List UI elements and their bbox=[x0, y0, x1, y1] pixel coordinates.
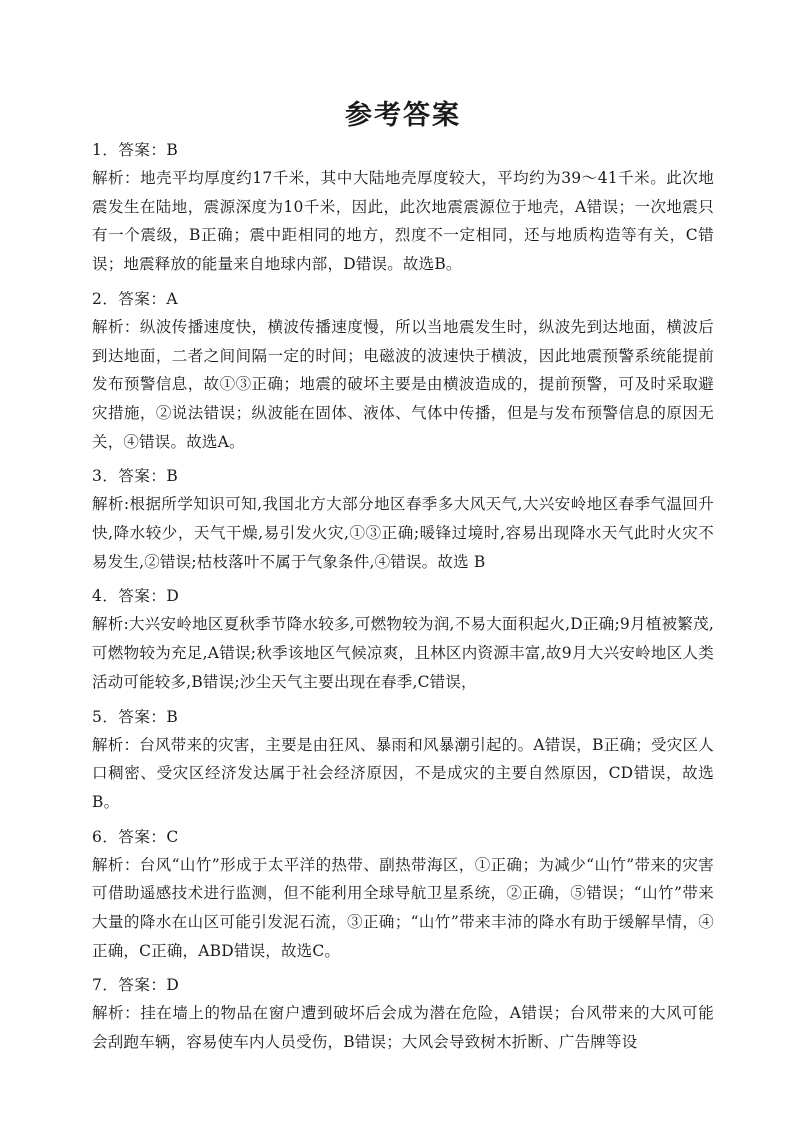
question-2 bbox=[92, 285, 714, 457]
answer-5: 5．答案：B bbox=[92, 707, 179, 726]
question-5 bbox=[92, 703, 714, 817]
answer-2: 2．答案：A bbox=[92, 289, 179, 308]
question-3 bbox=[92, 462, 714, 576]
answer-6: 6．答案：C bbox=[92, 827, 179, 846]
page-title: 参考答案 bbox=[345, 100, 461, 131]
analysis-3: 解析:根据所学知识可知,我国北方大部分地区春季多大风天气,大兴安岭地区春季气温回升快,降水较少，天气干燥,易引发火灾,①③正确;暖锋过境时,容易出现降水天气此时火灾不易发生,②错误;枯枝落叶不属于气象条件,④错误。故选 B bbox=[92, 495, 714, 571]
analysis-1: 解析：地壳平均厚度约17千米，其中大陆地壳厚度较大，平均约为39～41千米。此次地震发生在陆地，震源深度为10千米，因此，此次地震震源位于地壳，A错误；一次地震只有一个震级，B正确；震中距相同的地方，烈度不一定相同，还与地质构造等有关，C错误；地震释放的能量来自地球内部，D错误。故选B。 bbox=[92, 169, 714, 274]
analysis-2: 解析：纵波传播速度快，横波传播速度慢，所以当地震发生时，纵波先到达地面，横波后到达地面，二者之间间隔一定的时间；电磁波的波速快于横波，因此地震预警系统能提前发布预警信息，故①③正确；地震的破坏主要是由横波造成的，提前预警，可及时采取避灾措施，②说法错误；纵波能在固体、液体、气体中传播，但是与发布预警信息的原因无关，④错误。故选A。 bbox=[92, 317, 714, 451]
question-1 bbox=[92, 136, 714, 279]
analysis-4: 解析:大兴安岭地区夏秋季节降水较多,可燃物较为润,不易大面积起火,D正确;9月植被繁茂,可燃物较为充足,A错误;秋季该地区气候凉爽，且林区内资源丰富,故9月大兴安岭地区人类活动可能较多,B错误;沙尘天气主要出现在春季,C错误， bbox=[92, 615, 714, 691]
question-7 bbox=[92, 971, 714, 1056]
question-4 bbox=[92, 582, 714, 696]
answer-1: 1．答案：B bbox=[92, 141, 179, 159]
analysis-6: 解析：台风“山竹”形成于太平洋的热带、副热带海区，①正确；为减少“山竹”带来的灾害可借助遥感技术进行监测，但不能利用全球导航卫星系统，②正确，⑤错误；“山竹”带来大量的降水在山区可能引发泥石流，③正确；“山竹”带来丰沛的降水有助于缓解旱情，④正确，C正确，ABD错误，故选C。 bbox=[92, 855, 714, 960]
analysis-7: 解析：挂在墙上的物品在窗户遭到破坏后会成为潜在危险，A错误；台风带来的大风可能会刮跑车辆，容易使车内人员受伤，B错误；大风会导致树木折断、广告牌等设 bbox=[92, 1004, 714, 1052]
answer-3: 3．答案：B bbox=[92, 467, 179, 486]
answer-4: 4．答案：D bbox=[92, 587, 180, 606]
answer-7: 7．答案：D bbox=[92, 976, 180, 995]
question-6 bbox=[92, 823, 714, 966]
analysis-5: 解析：台风带来的灾害，主要是由狂风、暴雨和风暴潮引起的。A错误，B正确；受灾区人口稠密、受灾区经济发达属于社会经济原因，不是成灾的主要自然原因，CD错误，故选B。 bbox=[92, 735, 714, 811]
